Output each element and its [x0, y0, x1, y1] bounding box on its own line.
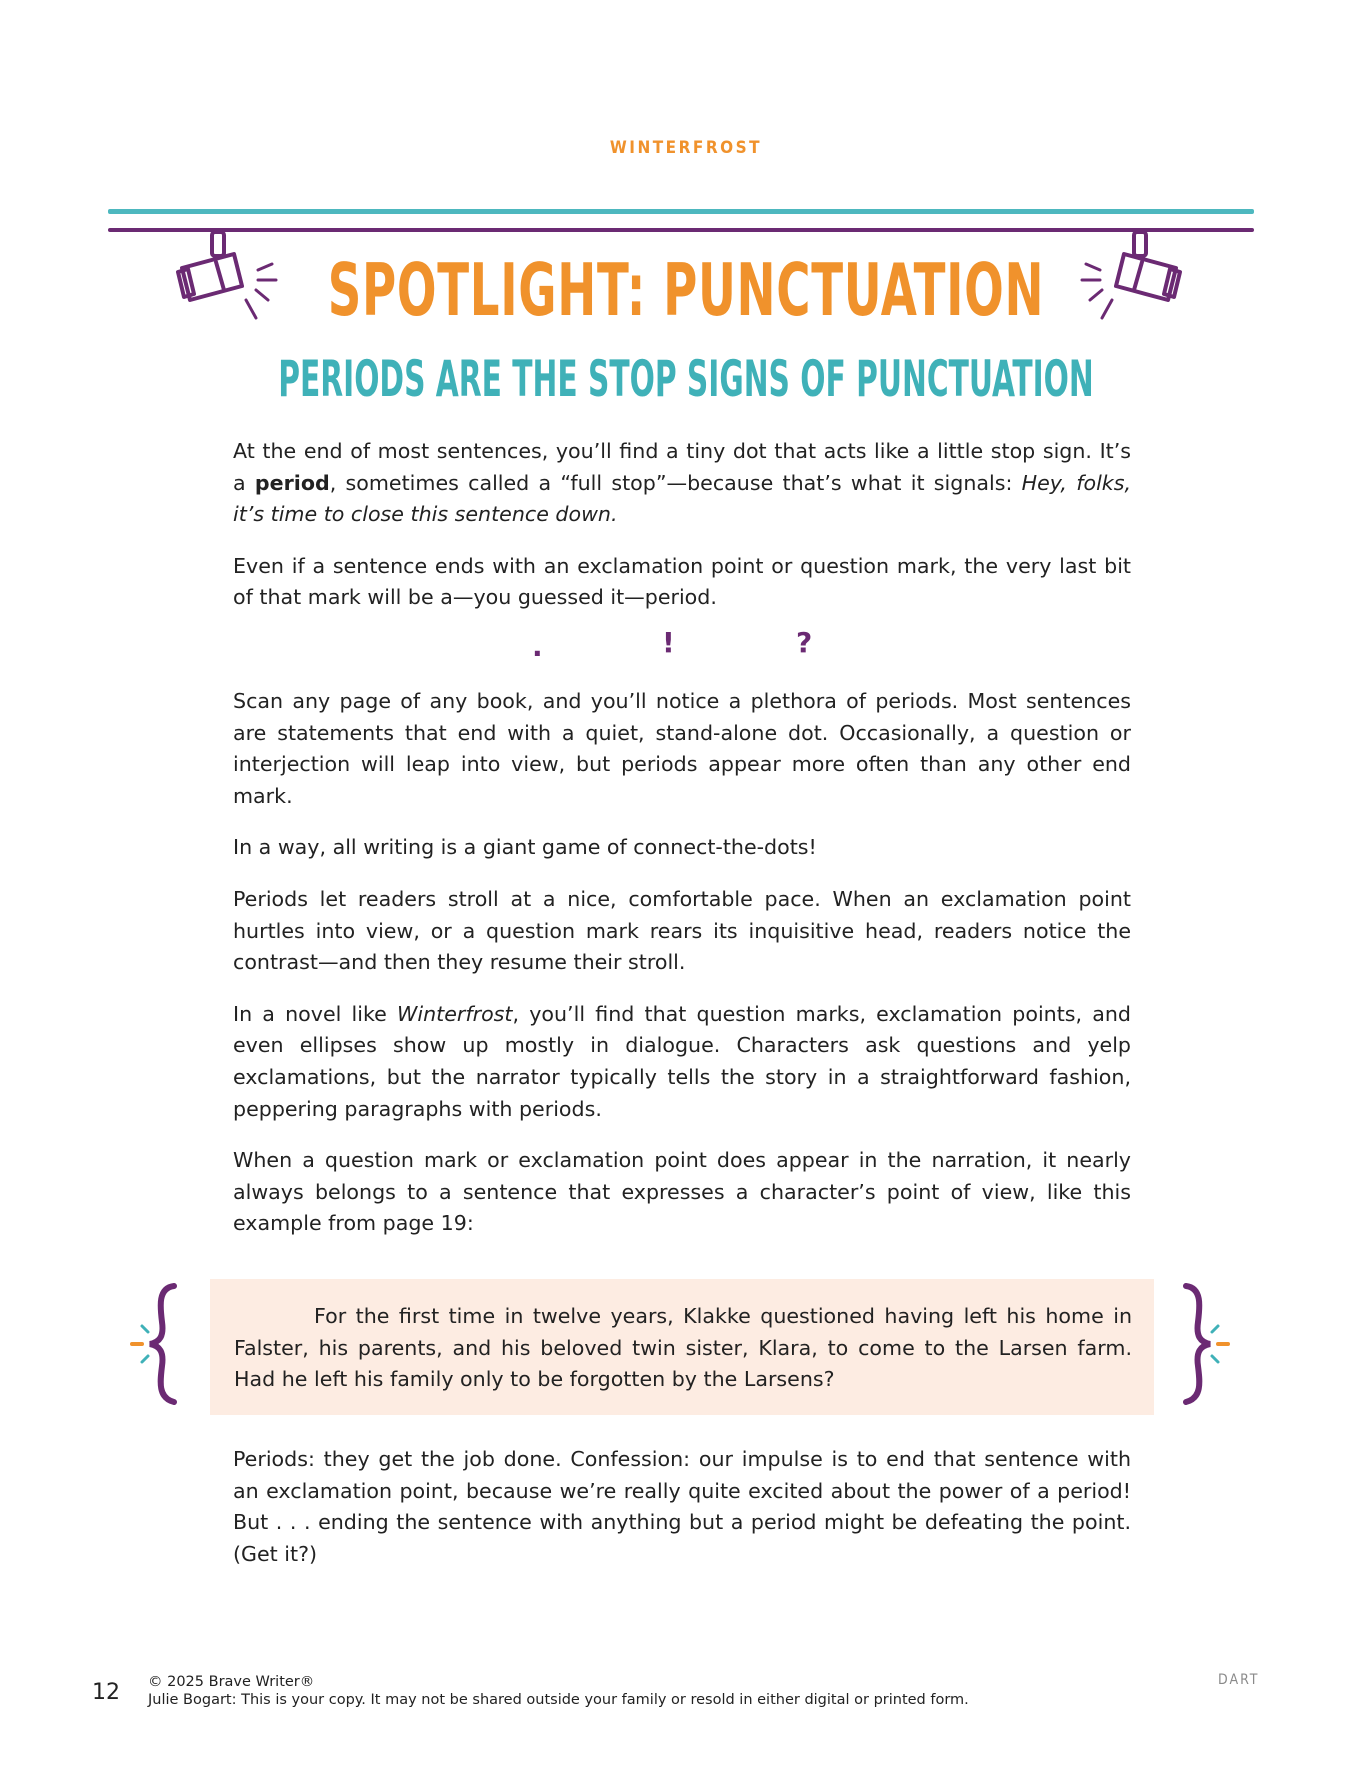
curly-brace-icon: [1172, 1282, 1232, 1406]
paragraph: In a novel like Winterfrost, you’ll find that question marks, exclamation points, and even ellipses show up mostly in dialogue. Characters ask questions and yelp exclamations, but the narrator typically tells the story in a straightforward fashion, peppering paragraphs with periods.: [233, 1001, 1132, 1121]
quote-text: For the first time in twelve years, Klakke questioned having left his home in Falster, his parents, and his beloved twin sister, Klara, to come to the Larsen farm. Had he left his family only to be forgotten by the Larsens?: [234, 1304, 1132, 1392]
question-mark: ?: [796, 626, 813, 659]
paragraph: Even if a sentence ends with an exclamation point or question mark, the very last bit of that mark will be a—you guessed it—period.: [233, 553, 1131, 610]
paragraph: When a question mark or exclamation point does appear in the narration, it nearly always belongs to a sentence that expresses a character’s point of view, like this example from page 19:: [233, 1148, 1131, 1236]
quote-box: [210, 1279, 1154, 1415]
body-text: [233, 436, 1131, 1260]
paragraph: At the end of most sentences, you’ll find a tiny dot that acts like a little stop sign. It’s a period, sometimes called a “full stop”—because that’s what it signals: Hey, folks, it’s time to close this sentence down.: [233, 439, 1131, 527]
page-title: SPOTLIGHT: PUNCTUATION: [327, 248, 1045, 332]
closing-text: [233, 1444, 1131, 1590]
page-number: 12: [92, 1680, 120, 1705]
series-logo: DART: [1218, 1672, 1260, 1688]
running-head: WINTERFROST: [609, 138, 763, 158]
page-subtitle: PERIODS ARE THE STOP SIGNS OF PUNCTUATION: [278, 350, 1094, 408]
footer-copyright: [148, 1673, 969, 1709]
paragraph: Scan any page of any book, and you’ll notice a plethora of periods. Most sentences are statements that end with a quiet, stand-alone dot. Occasionally, a question or interjection will leap into view, but periods appear more often than any other end mark.: [233, 688, 1131, 808]
paragraph: Periods: they get the job done. Confession: our impulse is to end that sentence with an exclamation point, because we’re really quite excited about the power of a period! But . . . ending the sentence with anything but a period might be defeating the point. (Get it?): [233, 1447, 1131, 1566]
teal-rule: [108, 209, 1254, 214]
paragraph: In a way, all writing is a giant game of connect-the-dots!: [233, 835, 817, 860]
notice-line: Julie Bogart: This is your copy. It may not be shared outside your family or resold in either digital or printed form.: [148, 1692, 969, 1708]
copyright-line: © 2025 Brave Writer®: [148, 1674, 315, 1690]
exclamation-mark: !: [662, 626, 675, 659]
curly-brace-icon: [128, 1282, 188, 1406]
paragraph: Periods let readers stroll at a nice, comfortable pace. When an exclamation point hurtles into view, or a question mark rears its inquisitive head, readers notice the contrast—and then they resume their stroll.: [233, 886, 1131, 975]
period-mark: .: [532, 630, 543, 663]
